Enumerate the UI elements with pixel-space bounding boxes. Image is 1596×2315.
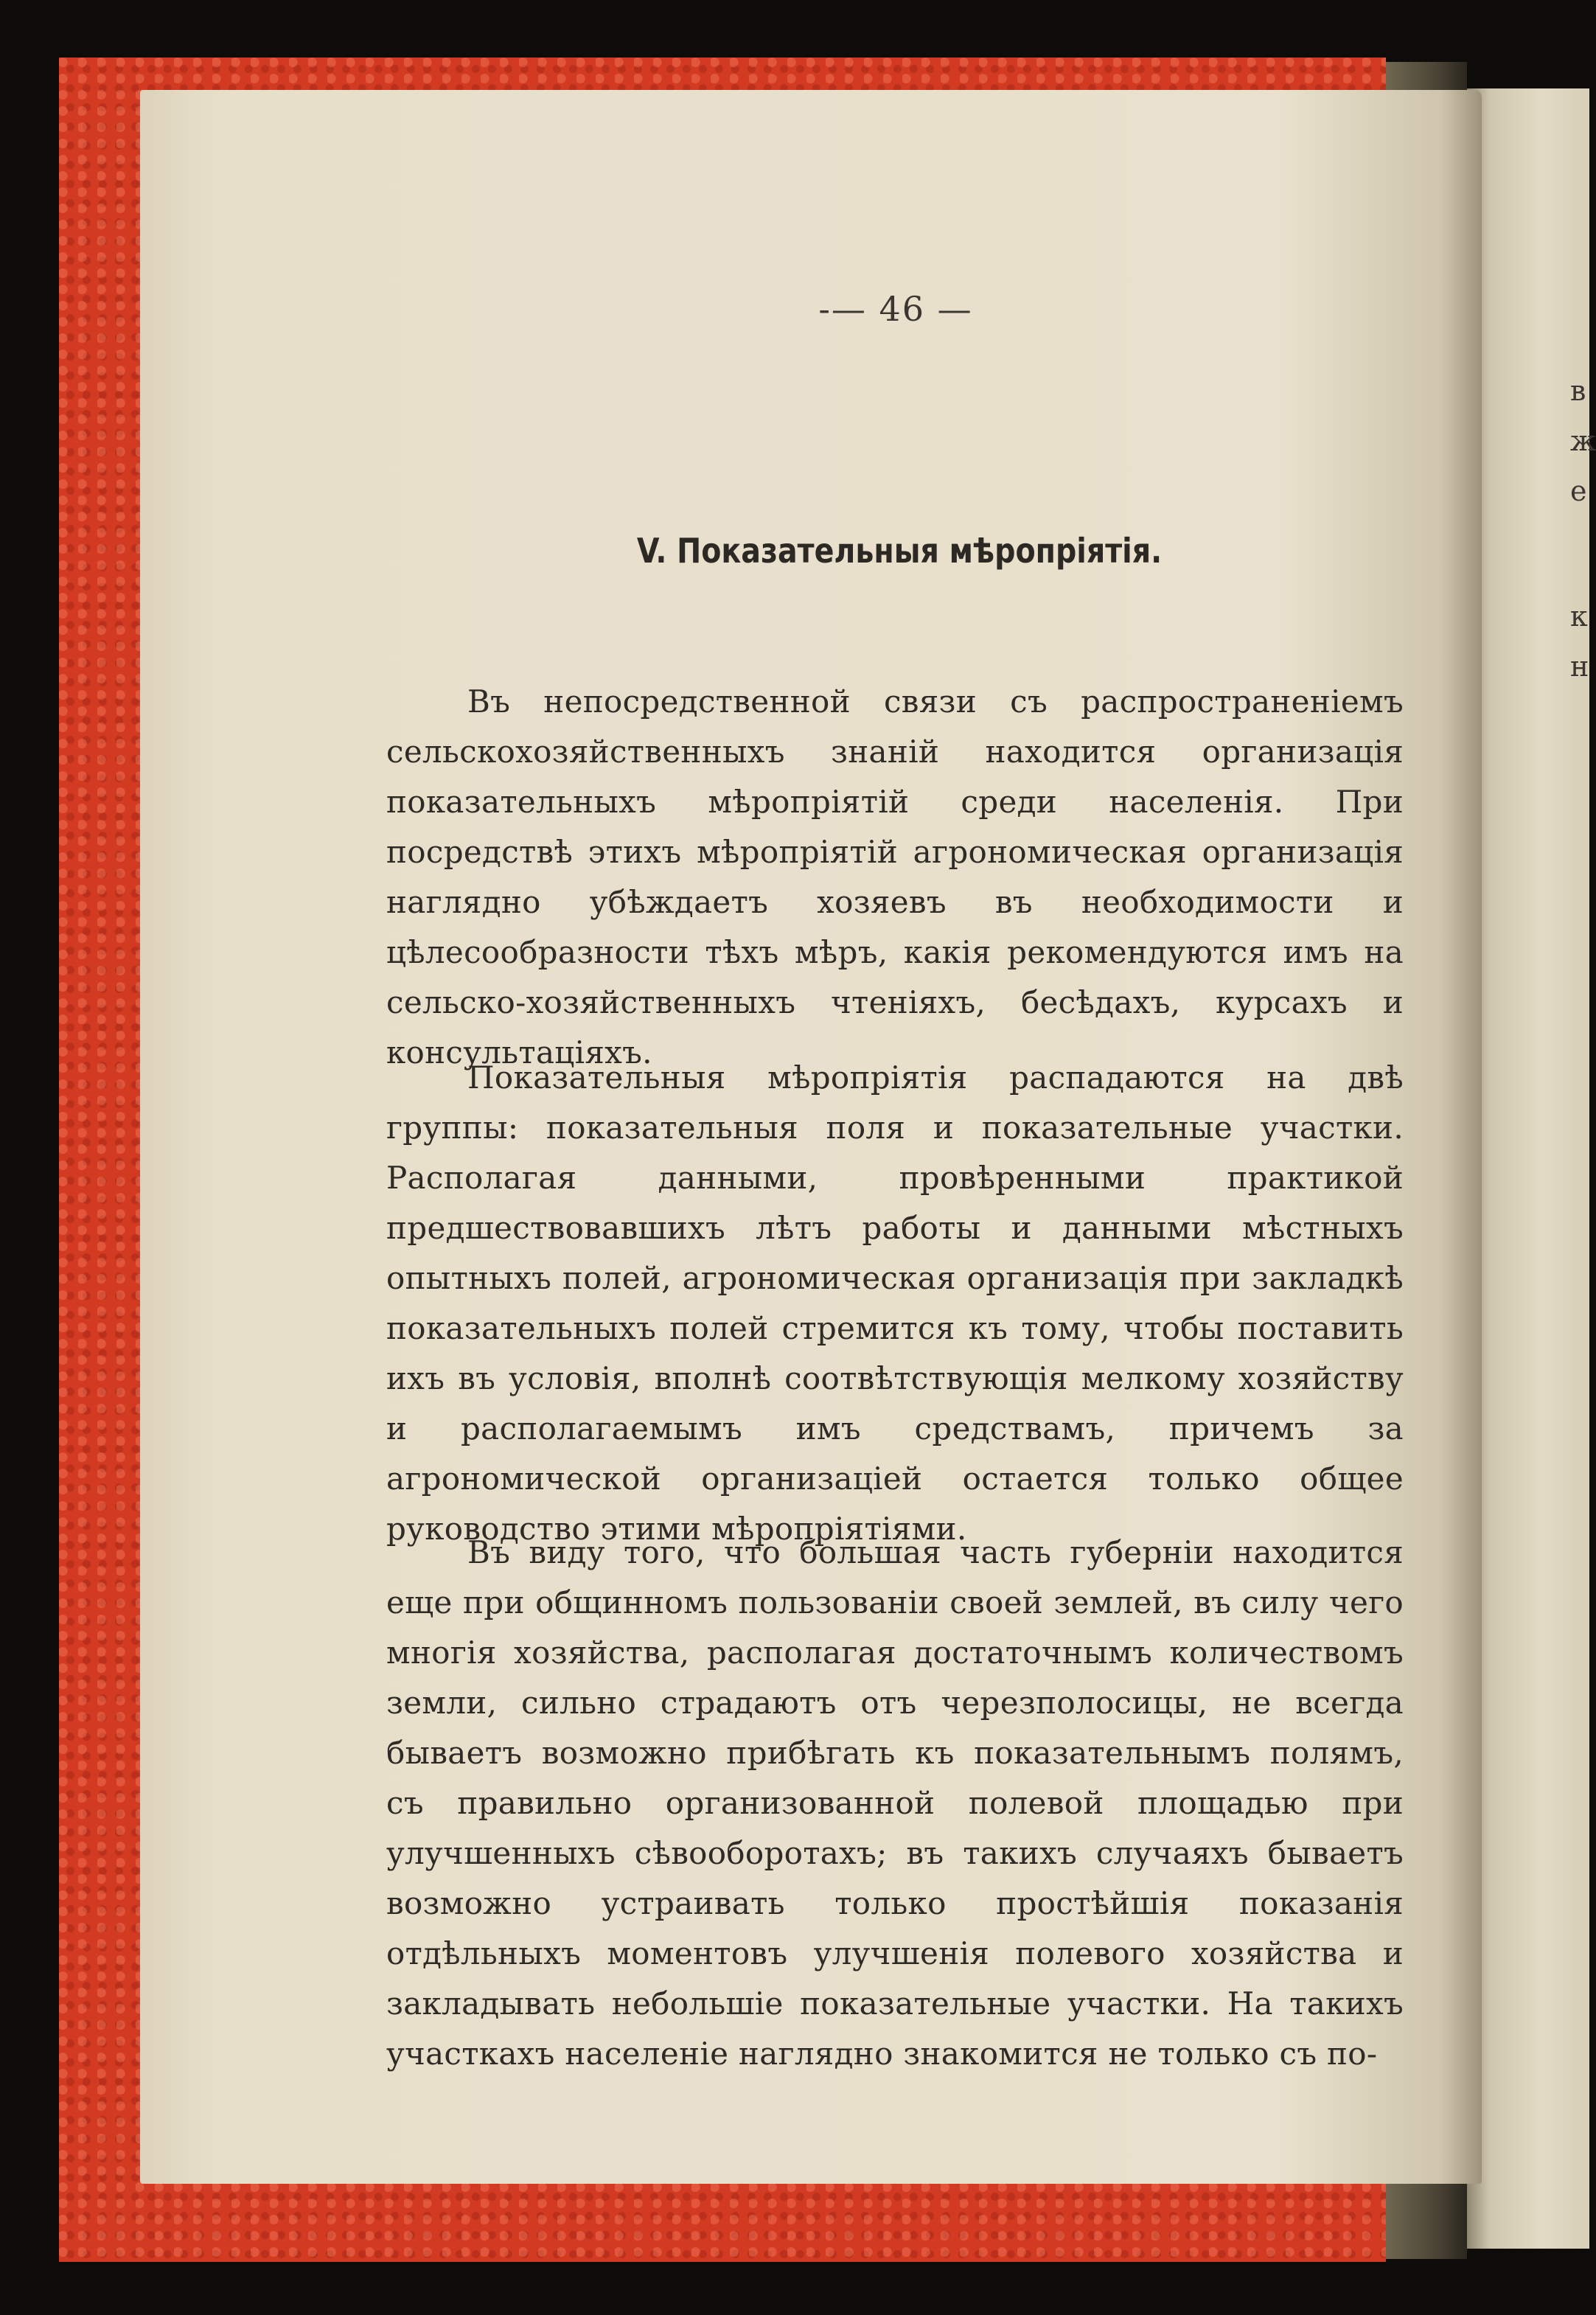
- paragraph-1: Въ непосредственной связи съ распространеніемъ сельскохозяйственныхъ знаній находится организація показательныхъ мѣропріятій среди населенія. При посредствѣ этихъ мѣропріятій агрономическая организація наглядно убѣждаетъ хозяевъ въ необходимости и цѣлесообразности тѣхъ мѣръ, какія рекомендуются имъ на сельско-хозяйственныхъ чтеніяхъ, бесѣдахъ, курсахъ и консультаціяхъ.: [386, 683, 1404, 1071]
- facing-page-letter: ж: [1570, 425, 1596, 457]
- page-number: -— 46 —: [818, 289, 973, 329]
- facing-page-letter: к: [1570, 600, 1588, 633]
- facing-page-letter: в: [1570, 375, 1586, 407]
- section-title: V. Показательныя мѣропріятія.: [636, 531, 1163, 571]
- facing-page-letter: е: [1570, 475, 1587, 507]
- paragraph-3: Въ виду того, что большая часть губерніи находится еще при общинномъ пользованіи своей землей, въ силу чего многія хозяйства, располагая достаточнымъ количествомъ земли, сильно страдаютъ отъ черезполосицы, не всегда бываетъ возможно прибѣгать къ показательнымъ полямъ, съ правильно организованной полевой площадью при улучшенныхъ сѣвооборотахъ; въ такихъ случаяхъ бываетъ возможно устраивать только простѣйшія показанія отдѣльныхъ моментовъ улучшенія полевого хозяйства и закладывать небольшіе показательные участки. На такихъ участкахъ населеніе наглядно знакомится не только съ по-: [386, 1534, 1404, 2072]
- paragraph-2: Показательныя мѣропріятія распадаются на двѣ группы: показательныя поля и показательные участки. Располагая данными, провѣренными практикой предшествовавшихъ лѣтъ работы и данными мѣстныхъ опытныхъ полей, агрономическая организація при закладкѣ показательныхъ полей стремится къ тому, чтобы поставить ихъ въ условія, вполнѣ соотвѣтствующія мелкому хозяйству и располагаемымъ имъ средствамъ, причемъ за агрономической организаціей остается только общее руководство этими мѣропріятіями.: [386, 1059, 1404, 1547]
- facing-page-letter: н: [1570, 650, 1589, 683]
- facing-page-edge: [1467, 88, 1589, 2249]
